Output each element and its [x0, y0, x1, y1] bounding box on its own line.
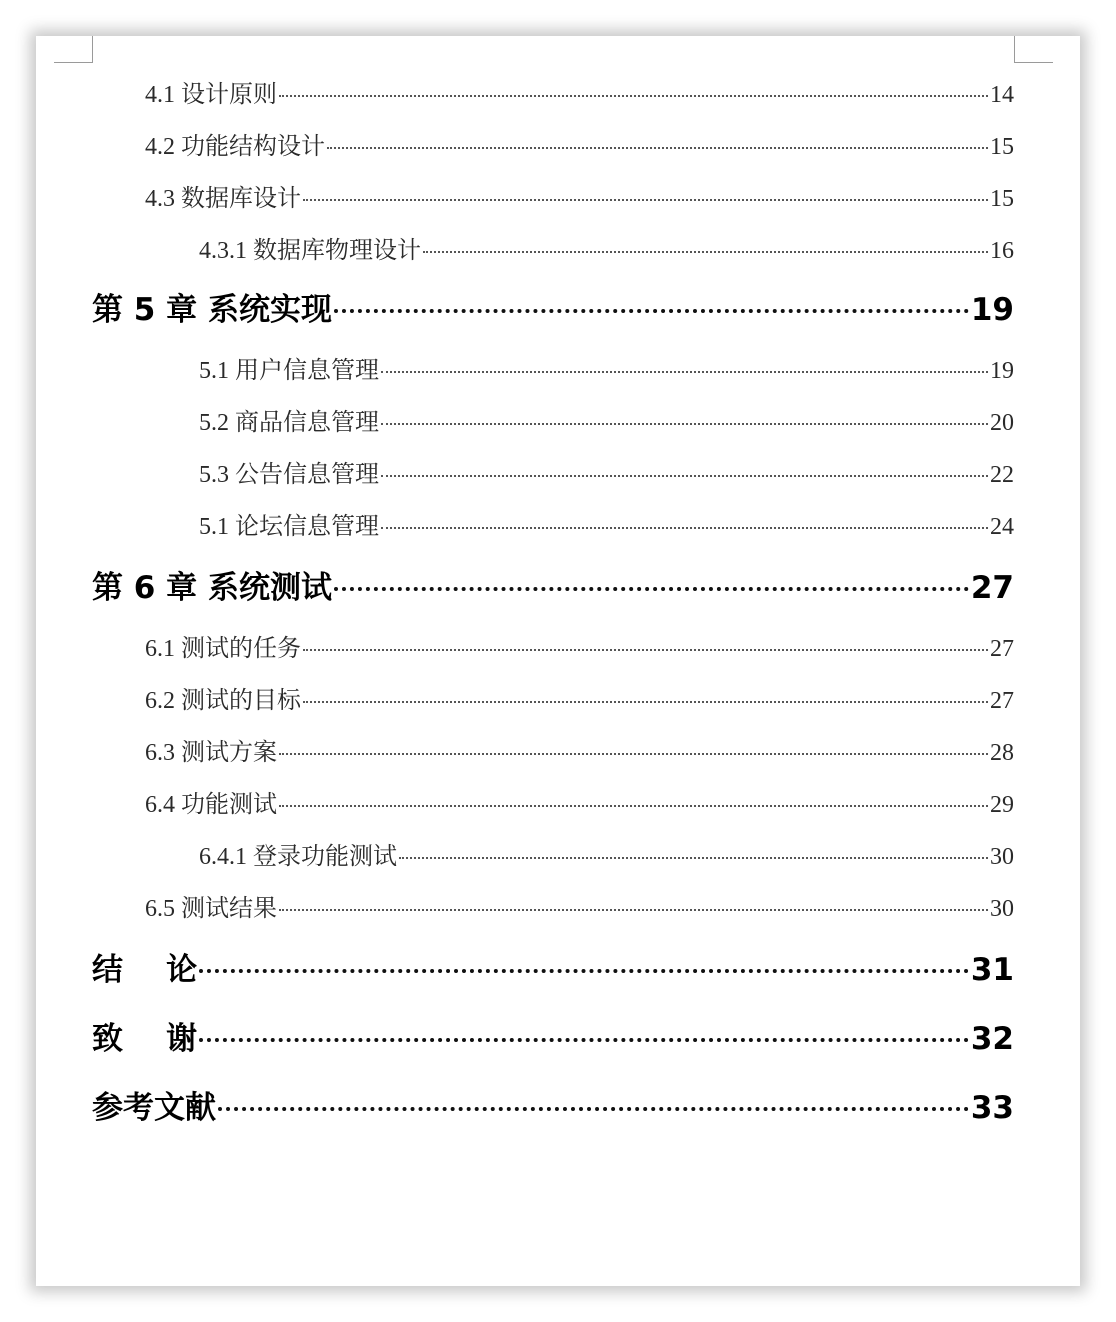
toc-entry-title: 5.3 公告信息管理: [199, 462, 379, 488]
dot-leader: [327, 123, 988, 149]
toc-entry-page: 30: [990, 844, 1014, 870]
toc-entry[interactable]: [145, 126, 1014, 160]
toc-entry[interactable]: [199, 454, 1014, 488]
toc-entry[interactable]: [199, 350, 1014, 384]
toc-entry-page: 30: [990, 896, 1014, 922]
toc-entry[interactable]: [145, 74, 1014, 108]
dot-leader: [218, 1076, 969, 1111]
toc-entry-page: 14: [990, 82, 1014, 108]
toc-entry-page: 24: [990, 514, 1014, 540]
toc-entry-title: 致 谢: [92, 1021, 198, 1057]
toc-entry-page: 27: [990, 636, 1014, 662]
toc-entry-title: 5.2 商品信息管理: [199, 410, 379, 436]
toc-entry[interactable]: [199, 230, 1014, 264]
dot-leader: [279, 729, 988, 755]
toc-entry-title: 5.1 用户信息管理: [199, 358, 379, 384]
toc-entry-page: 28: [990, 740, 1014, 766]
dot-leader: [279, 781, 988, 807]
toc-chapter-entry[interactable]: [92, 562, 1014, 606]
toc-entry-title: 6.3 测试方案: [145, 740, 277, 766]
toc-entry-title: 4.3 数据库设计: [145, 186, 301, 212]
toc-entry-title: 第 6 章 系统测试: [92, 570, 332, 606]
toc-entry-page: 15: [990, 186, 1014, 212]
dot-leader: [303, 677, 988, 703]
toc-entry-page: 22: [990, 462, 1014, 488]
toc-entry-page: 19: [970, 292, 1014, 328]
dot-leader: [303, 175, 988, 201]
toc-entry-page: 31: [970, 952, 1014, 988]
toc-entry-page: 27: [970, 570, 1014, 606]
toc-entry-page: 15: [990, 134, 1014, 160]
dot-leader: [423, 227, 988, 253]
toc-entry[interactable]: [199, 506, 1014, 540]
toc-entry[interactable]: [145, 628, 1014, 662]
toc-entry-page: 20: [990, 410, 1014, 436]
toc-entry-page: 19: [990, 358, 1014, 384]
toc-entry-title: 6.1 测试的任务: [145, 636, 301, 662]
dot-leader: [381, 347, 988, 373]
dot-leader: [279, 71, 988, 97]
toc-entry-title: 6.5 测试结果: [145, 896, 277, 922]
dot-leader: [334, 556, 969, 591]
toc-entry-title: 4.2 功能结构设计: [145, 134, 325, 160]
toc-entry-page: 16: [990, 238, 1014, 264]
dot-leader: [199, 938, 969, 973]
toc-entry[interactable]: [199, 402, 1014, 436]
toc-entry[interactable]: [145, 178, 1014, 212]
toc-entry[interactable]: [145, 732, 1014, 766]
toc-entry[interactable]: [145, 888, 1014, 922]
dot-leader: [199, 1007, 969, 1042]
table-of-contents: [36, 36, 1080, 1286]
toc-entry-title: 参考文献: [92, 1090, 216, 1126]
document-page: [36, 36, 1080, 1286]
dot-leader: [279, 885, 988, 911]
dot-leader: [334, 278, 969, 313]
toc-chapter-entry[interactable]: [92, 944, 1014, 988]
toc-entry[interactable]: [145, 784, 1014, 818]
toc-chapter-entry[interactable]: [92, 1082, 1014, 1126]
toc-entry-title: 结 论: [92, 952, 198, 988]
dot-leader: [303, 625, 988, 651]
toc-entry-page: 33: [970, 1090, 1014, 1126]
toc-entry-title: 6.4.1 登录功能测试: [199, 844, 397, 870]
toc-entry-title: 4.3.1 数据库物理设计: [199, 238, 421, 264]
toc-entry-title: 6.4 功能测试: [145, 792, 277, 818]
dot-leader: [381, 399, 988, 425]
toc-entry-title: 第 5 章 系统实现: [92, 292, 332, 328]
toc-entry-page: 27: [990, 688, 1014, 714]
toc-chapter-entry[interactable]: [92, 284, 1014, 328]
dot-leader: [381, 451, 988, 477]
toc-entry-page: 29: [990, 792, 1014, 818]
toc-entry[interactable]: [199, 836, 1014, 870]
toc-entry-title: 5.1 论坛信息管理: [199, 514, 379, 540]
toc-entry-page: 32: [970, 1021, 1014, 1057]
toc-entry-title: 4.1 设计原则: [145, 82, 277, 108]
dot-leader: [399, 833, 988, 859]
toc-entry[interactable]: [145, 680, 1014, 714]
toc-entry-title: 6.2 测试的目标: [145, 688, 301, 714]
dot-leader: [381, 503, 988, 529]
toc-chapter-entry[interactable]: [92, 1013, 1014, 1057]
